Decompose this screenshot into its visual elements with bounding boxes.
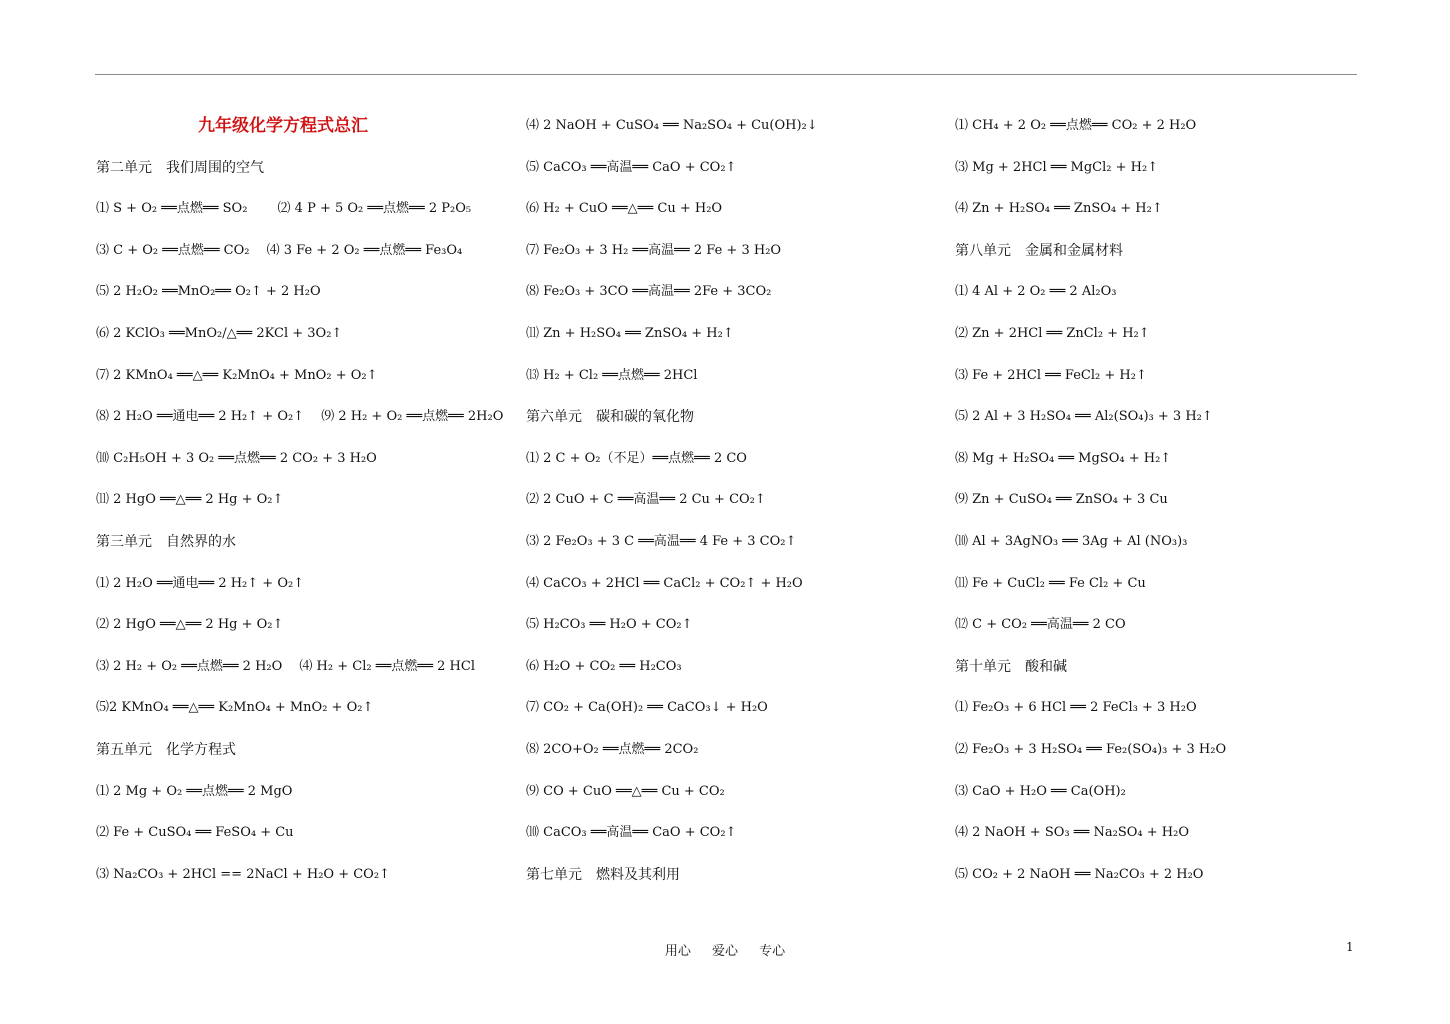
equation-line: ⑸ CaCO₃ ══高温══ CaO + CO₂↑ xyxy=(526,159,737,175)
equation-line: ⑴ 2 C + O₂（不足）══点燃══ 2 CO xyxy=(526,450,747,466)
equation-line: ⑺ Fe₂O₃ + 3 H₂ ══高温══ 2 Fe + 3 H₂O xyxy=(526,242,782,258)
equation-line: ⑻ 2CO+O₂ ══点燃══ 2CO₂ xyxy=(526,742,699,757)
section-heading: 第七单元 燃料及其利用 xyxy=(526,866,680,883)
equation-line: ⑹ 2 KClO₃ ══MnO₂/△══ 2KCl + 3O₂↑ xyxy=(96,326,343,341)
equation-line: ⑵ Fe + CuSO₄ ══ FeSO₄ + Cu xyxy=(96,825,294,841)
equation-line: ⑷ 2 NaOH + SO₃ ══ Na₂SO₄ + H₂O xyxy=(955,825,1189,841)
equation-line: ⑽ C₂H₅OH + 3 O₂ ══点燃══ 2 CO₂ + 3 H₂O xyxy=(96,450,377,466)
equation-line: ⑶ Mg + 2HCl ══ MgCl₂ + H₂↑ xyxy=(955,159,1159,175)
equation-line: ⑾ Zn + H₂SO₄ ══ ZnSO₄ + H₂↑ xyxy=(526,326,734,341)
equation-line: ⑴ CH₄ + 2 O₂ ══点燃══ CO₂ + 2 H₂O xyxy=(955,118,1197,133)
section-heading: 第六单元 碳和碳的氧化物 xyxy=(526,409,694,426)
equation-line: ⑼ Zn + CuSO₄ ══ ZnSO₄ + 3 Cu xyxy=(955,492,1168,508)
equation-line: ⑶ Fe + 2HCl ══ FeCl₂ + H₂↑ xyxy=(955,367,1147,383)
equation-line: ⑶ C + O₂ ══点燃══ CO₂ ⑷ 3 Fe + 2 O₂ ══点燃══ Fe₃O₄ xyxy=(96,242,463,258)
section-heading: 第二单元 我们周围的空气 xyxy=(96,159,264,176)
equation-line: ⑷ CaCO₃ + 2HCl ══ CaCl₂ + CO₂↑ + H₂O xyxy=(526,575,803,591)
equation-line: ⑼ CO + CuO ══△══ Cu + CO₂ xyxy=(526,783,725,799)
page-number: 1 xyxy=(1346,940,1354,954)
equation-line: ⑴ 4 Al + 2 O₂ ══ 2 Al₂O₃ xyxy=(955,284,1117,300)
equation-line: ⑾ Fe + CuCl₂ ══ Fe Cl₂ + Cu xyxy=(955,575,1146,591)
equation-line: ⑵ 2 CuO + C ══高温══ 2 Cu + CO₂↑ xyxy=(526,492,766,508)
equation-line: ⑽ Al + 3AgNO₃ ══ 3Ag + Al (NO₃)₃ xyxy=(955,534,1188,549)
equation-line: ⑴ Fe₂O₃ + 6 HCl ══ 2 FeCl₃ + 3 H₂O xyxy=(955,700,1197,716)
equation-line: ⑸ CO₂ + 2 NaOH ══ Na₂CO₃ + 2 H₂O xyxy=(955,866,1204,882)
equation-line: ⑸ 2 H₂O₂ ══MnO₂══ O₂↑ + 2 H₂O xyxy=(96,284,321,300)
equation-line: ⑸ 2 Al + 3 H₂SO₄ ══ Al₂(SO₄)₃ + 3 H₂↑ xyxy=(955,409,1213,425)
equation-line: ⑻ 2 H₂O ══通电══ 2 H₂↑ + O₂↑ ⑼ 2 H₂ + O₂ ══点燃══ 2H₂O xyxy=(96,409,504,425)
equation-line: ⑽ CaCO₃ ══高温══ CaO + CO₂↑ xyxy=(526,825,737,841)
section-heading: 第十单元 酸和碱 xyxy=(955,658,1067,675)
equation-line: ⑿ C + CO₂ ══高温══ 2 CO xyxy=(955,617,1126,633)
equation-line: ⑺ CO₂ + Ca(OH)₂ ══ CaCO₃↓ + H₂O xyxy=(526,700,768,716)
header-rule xyxy=(95,74,1357,75)
equation-line: ⑸2 KMnO₄ ══△══ K₂MnO₄ + MnO₂ + O₂↑ xyxy=(96,700,374,716)
equation-line: ⑻ Fe₂O₃ + 3CO ══高温══ 2Fe + 3CO₂ xyxy=(526,284,772,300)
equation-line: ⑺ 2 KMnO₄ ══△══ K₂MnO₄ + MnO₂ + O₂↑ xyxy=(96,367,378,383)
equation-line: ⑵ Fe₂O₃ + 3 H₂SO₄ ══ Fe₂(SO₄)₃ + 3 H₂O xyxy=(955,742,1227,757)
section-heading: 第三单元 自然界的水 xyxy=(96,534,236,550)
document-title: 九年级化学方程式总汇 xyxy=(198,116,368,136)
equation-line: ⑹ H₂O + CO₂ ══ H₂CO₃ xyxy=(526,658,682,674)
equation-line: ⑷ 2 NaOH + CuSO₄ ══ Na₂SO₄ + Cu(OH)₂↓ xyxy=(526,118,818,133)
equation-line: ⒀ H₂ + Cl₂ ══点燃══ 2HCl xyxy=(526,367,698,383)
equation-line: ⑵ 2 HgO ══△══ 2 Hg + O₂↑ xyxy=(96,617,284,633)
equation-line: ⑴ S + O₂ ══点燃══ SO₂ ⑵ 4 P + 5 O₂ ══点燃══ 2 P₂O₅ xyxy=(96,201,472,217)
section-heading: 第五单元 化学方程式 xyxy=(96,742,236,758)
equation-line: ⑻ Mg + H₂SO₄ ══ MgSO₄ + H₂↑ xyxy=(955,450,1172,466)
equation-line: ⑶ 2 H₂ + O₂ ══点燃══ 2 H₂O ⑷ H₂ + Cl₂ ══点燃══ 2 HCl xyxy=(96,658,475,674)
equation-line: ⑸ H₂CO₃ ══ H₂O + CO₂↑ xyxy=(526,617,693,633)
section-heading: 第八单元 金属和金属材料 xyxy=(955,242,1123,259)
equation-line: ⑶ CaO + H₂O ══ Ca(OH)₂ xyxy=(955,783,1126,799)
page-footer: 用心 爱心 专心 xyxy=(664,944,786,959)
equation-line: ⑵ Zn + 2HCl ══ ZnCl₂ + H₂↑ xyxy=(955,326,1150,341)
equation-line: ⑴ 2 H₂O ══通电══ 2 H₂↑ + O₂↑ xyxy=(96,575,305,591)
equation-line: ⑷ Zn + H₂SO₄ ══ ZnSO₄ + H₂↑ xyxy=(955,201,1163,217)
equation-line: ⑹ H₂ + CuO ══△══ Cu + H₂O xyxy=(526,201,723,217)
equation-line: ⑾ 2 HgO ══△══ 2 Hg + O₂↑ xyxy=(96,492,284,508)
equation-line: ⑶ Na₂CO₃ + 2HCl == 2NaCl + H₂O + CO₂↑ xyxy=(96,866,390,882)
equation-line: ⑶ 2 Fe₂O₃ + 3 C ══高温══ 4 Fe + 3 CO₂↑ xyxy=(526,534,797,549)
equation-line: ⑴ 2 Mg + O₂ ══点燃══ 2 MgO xyxy=(96,783,293,799)
